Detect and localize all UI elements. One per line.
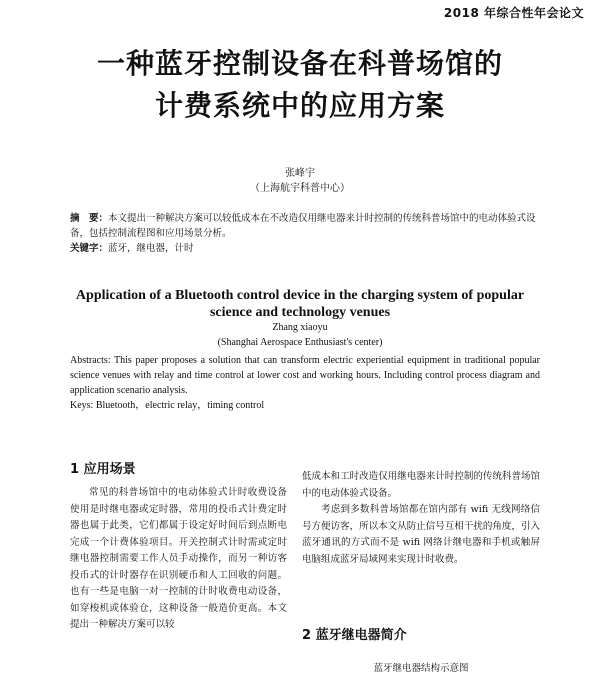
abstract-zh-text: 本文提出一种解决方案可以较低成本在不改造仅用继电器来计时控制的传统科普场馆中的电动体验式设备，包括控制流程图和应用场景分析。 — [70, 213, 536, 239]
figure-caption: 蓝牙继电器结构示意图 — [373, 663, 469, 674]
title-en-line2: science and technology venues — [209, 305, 391, 320]
journal-header-tag: 2018 年综合性年会论文 — [443, 6, 584, 20]
title-zh-line1: 一种蓝牙控制设备在科普场馆的 — [96, 47, 503, 80]
abstract-zh-label: 摘 要： — [70, 213, 109, 224]
section1-left-column: 常见的科普场馆中的电动体验式计时收费设备使用是时继电器或定时器，常用的投币式计费定时器也属于此类，它们都属于设定好时间后到点断电完成一个计费体验项目。开关控制式计时需或定时继电器控制需要工作人员手动操作，而另一种访客投币式的计时器存在识别硬币和人工回收的问题。也有一些是电脑一对一控制的计时收费电动设备，如穿梭机或体验仓，这种设备一般造价更高。本文提出一种解决方案可以较 — [70, 487, 287, 630]
section1-right-column-continued: 低成本和工时改造仅用继电器来计时控制的传统科普场馆中的电动体验式设备。 — [302, 471, 540, 499]
abstract-zh — [70, 211, 540, 241]
title-en-line1: Application of a Bluetooth control device in the charging system of popular — [75, 288, 525, 303]
keywords-en-text: Bluetooth，electric relay，timing control — [95, 400, 265, 411]
affiliation-en: (Shanghai Aerospace Enthusiast's center) — [217, 337, 383, 348]
keywords-zh-label: 关键字： — [70, 243, 109, 254]
abstract-en — [70, 353, 540, 398]
keywords-en — [70, 398, 540, 413]
abstract-en-label: Abstracts: — [70, 355, 111, 366]
author-en: Zhang xiaoyu — [272, 322, 328, 333]
keywords-zh — [70, 241, 540, 256]
affiliation-zh: （上海航宇科普中心） — [250, 183, 350, 194]
section1-heading: 1 应用场景 — [70, 462, 136, 477]
abstract-en-text: This paper proposes a solution that can transform electric experiential equipment in traditional popular science venues with relay and time control at lower cost and working hours. Including control process diagram and application scenario analysis. — [70, 355, 540, 396]
title-zh-line2: 计费系统中的应用方案 — [154, 89, 445, 122]
section1-right-paragraph: 考虑到多数科普场馆都在馆内部有 wifi 无线网络信号方便访客，所以本文从防止信号互相干扰的角度，引入蓝牙通讯的方式而不是 wifi 网络计继电器和手机或触屏电脑组成蓝牙局域网来实现计时收费。 — [302, 504, 540, 565]
author-zh: 张峰宇 — [285, 168, 315, 179]
section2-heading: 2 蓝牙继电器简介 — [302, 628, 407, 643]
keywords-zh-text: 蓝牙，继电器，计时 — [108, 243, 194, 254]
keywords-en-label: Keys: — [70, 400, 94, 411]
